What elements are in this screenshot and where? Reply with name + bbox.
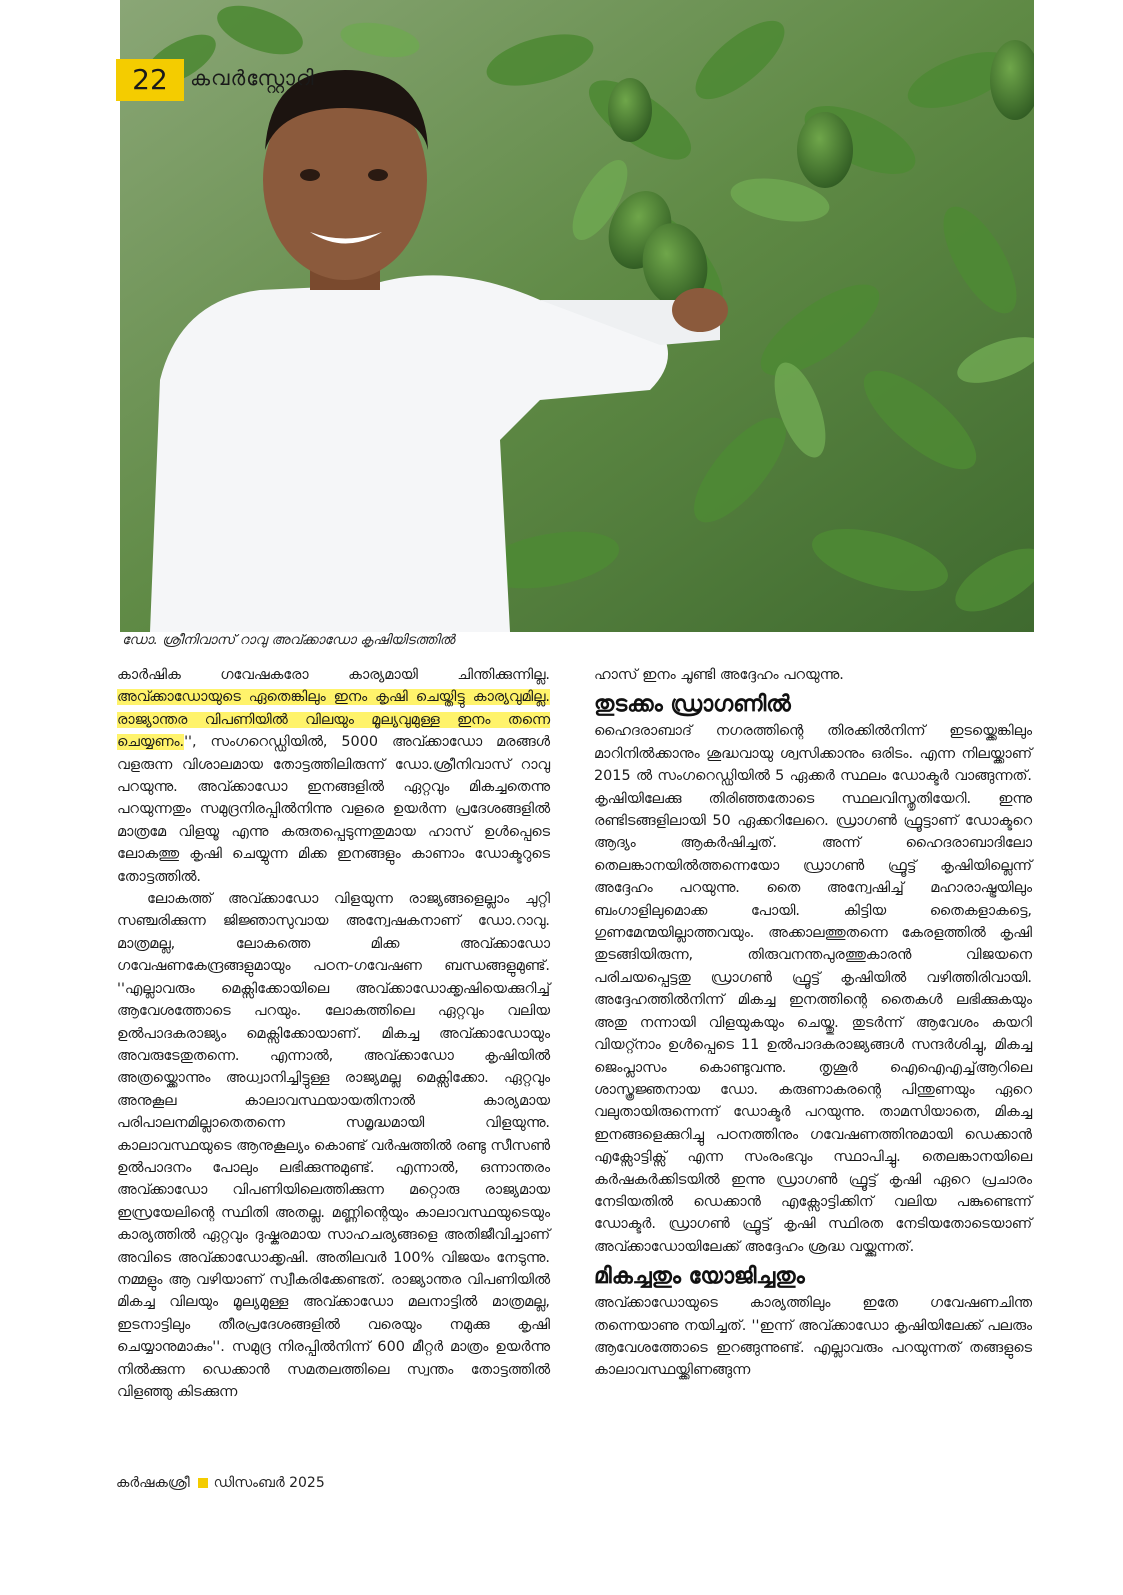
magazine-name: കർഷകശ്രീ [116, 1475, 190, 1491]
photo-caption: ഡോ. ശ്രീനിവാസ് റാവു അവ്ക്കാഡോ കൃഷിയിടത്തിൽ [122, 632, 455, 648]
text-run: കാർഷിക ഗവേഷകരോ കാര്യമായി ചിന്തിക്കുന്നില്ല. [117, 667, 550, 683]
highlighted-quote: അവ്ക്കാഡോയുടെ ഏതെങ്കിലും ഇനം കൃഷി ചെയ്തിട്ടു കാര്യവുമില്ല. രാജ്യാന്തര വിപണിയിൽ വിലയും മൂല്യവുമുള്ള ഇനം തന്നെ ചെയ്യണം. [117, 689, 550, 751]
paragraph [117, 664, 550, 888]
cover-photo [120, 0, 1034, 632]
subheading: മികച്ചതും യോജിച്ചതും [594, 1264, 805, 1290]
text-run: '', സംഗറെഡ്ഡിയിൽ, 5000 അവ്ക്കാഡോ മരങ്ങൾ വളരുന്ന വിശാലമായ തോട്ടത്തിലിരുന്ന് ഡോ.ശ്രീനിവാസ് റാവു പറയുന്നു. അവ്ക്കാഡോ ഇനങ്ങളിൽ ഏറ്റവും മികച്ചതെന്നു പറയുന്നതും സമുദ്രനിരപ്പിൽനിന്നു വളരെ ഉയർന്ന പ്രദേശങ്ങളിൽ മാത്രമേ വിളയൂ എന്നു കരുതപ്പെടുന്നതുമായ ഹാസ് ഉൾപ്പെടെ ലോകത്തു കൃഷി ചെയ്യുന്ന മിക്ക ഇനങ്ങളും കാണാം ഡോക്ടറുടെ തോട്ടത്തിൽ. [117, 734, 550, 885]
left-column [117, 664, 550, 1403]
issue-date: ഡിസംബർ 2025 [213, 1475, 325, 1491]
paragraph: ഹൈദരാബാദ് നഗരത്തിന്റെ തിരക്കിൽനിന്ന് ഇടയ്ക്കെങ്കിലും മാറിനിൽക്കാനും ശുദ്ധവായു ശ്വസിക്കാനും ഒരിടം. എന്ന നിലയ്ക്കാണ് 2015 ൽ സംഗറെഡ്ഡിയിൽ 5 ഏക്കർ സ്ഥലം ഡോക്ടർ വാങ്ങുന്നത്. കൃഷിയിലേക്കു തിരിഞ്ഞതോടെ സ്ഥലവിസ്തൃതിയേറി. ഇന്നു രണ്ടിടങ്ങളിലായി 50 ഏക്കറിലേറെ. ഡ്രാഗൺ ഫ്രൂട്ടാണ് ഡോക്ടറെ ആദ്യം ആകർഷിച്ചത്. അന്ന് ഹൈദരാബാദിലോ തെലങ്കാനയിൽത്തന്നെയോ ഡ്രാഗൺ ഫ്രൂട്ട് കൃഷിയില്ലെന്ന് അദ്ദേഹം പറയുന്നു. തൈ അന്വേഷിച്ച് മഹാരാഷ്ട്രയിലും ബംഗാളിലുമൊക്ക പോയി. കിട്ടിയ തൈകളാകട്ടെ, ഗുണമേന്മയില്ലാത്തവയും. അക്കാലത്തുതന്നെ കേരളത്തിൽ കൃഷി തുടങ്ങിയിരുന്ന, തിരുവനന്തപുരത്തുകാരൻ വിജയനെ പരിചയപ്പെട്ടതു ഡ്രാഗൺ ഫ്രൂട്ട് കൃഷിയിൽ വഴിത്തിരിവായി. അദ്ദേഹത്തിൽനിന്ന് മികച്ച ഇനത്തിന്റെ തൈകൾ ലഭിക്കുകയും അതു നന്നായി വിളയുകയും ചെയ്തു. തുടർന്ന് ആവേശം കയറി വിയറ്റ്നാം ഉൾപ്പെടെ 11 ഉൽപാദകരാജ്യങ്ങൾ സന്ദർശിച്ചു, മികച്ച ജെംപ്ലാസം കൊണ്ടുവന്നു. തൃശൂർ ഐഐഎച്ച്ആറിലെ ശാസ്ത്രജ്ഞനായ ഡോ. കരുണാകരന്റെ പിന്തുണയും ഏറെ വലുതായിരുന്നെന്ന് ഡോക്ടർ പറയുന്നു. താമസിയാതെ, മികച്ച ഇനങ്ങളെക്കുറിച്ചു പഠനത്തിനും ഗവേഷണത്തിനുമായി ഡെക്കാൻ എക്സോട്ടിക്സ് എന്ന സംരംഭവും സ്ഥാപിച്ചു. തെലങ്കാനയിലെ കർഷകർക്കിടയിൽ ഇന്നു ഡ്രാഗൺ ഫ്രൂട്ട് കൃഷി ഏറെ പ്രചാരം നേടിയതിൽ ഡെക്കാൻ എക്സോട്ടിക്കിന് വലിയ പങ്കുണ്ടെന്ന് ഡോക്ടർ. ഡ്രാഗൺ ഫ്രൂട്ട് കൃഷി സ്ഥിരത നേടിയതോടെയാണ് അവ്ക്കാഡോയിലേക്ക് അദ്ദേഹം ശ്രദ്ധ വയ്ക്കുന്നത്. [594, 723, 1032, 1255]
page-number: 22 [116, 59, 184, 101]
right-column [594, 664, 1032, 1382]
square-icon [198, 1478, 208, 1488]
section-label: കവർസ്റ്റോറി [190, 66, 315, 90]
footer [116, 1475, 325, 1491]
paragraph: അവ്ക്കാഡോയുടെ കാര്യത്തിലും ഇതേ ഗവേഷണചിന്ത തന്നെയാണു നയിച്ചത്. ''ഇന്ന് അവ്ക്കാഡോ കൃഷിയിലേക്ക് പലരും ആവേശത്തോടെ ഇറങ്ങുന്നുണ്ട്. എല്ലാവരും പറയുന്നത് തങ്ങളുടെ കാലാവസ്ഥയ്ക്കിണങ്ങുന്ന [594, 1295, 1032, 1379]
paragraph: ഹാസ് ഇനം ചൂണ്ടി അദ്ദേഹം പറയുന്നു. [594, 667, 844, 683]
paragraph: ലോകത്ത് അവ്ക്കാഡോ വിളയുന്ന രാജ്യങ്ങളെല്ലാം ചുറ്റി സഞ്ചരിക്കുന്ന ജിജ്ഞാസുവായ അന്വേഷകനാണ് ഡോ.റാവു. മാത്രമല്ല, ലോകത്തെ മിക്ക അവ്ക്കാഡോ ഗവേഷണകേന്ദ്രങ്ങളുമായും പഠന-ഗവേഷണ ബന്ധങ്ങളുമുണ്ട്. ''എല്ലാവരും മെക്സിക്കോയിലെ അവ്ക്കാഡോക്കൃഷിയെക്കുറിച്ച് ആവേശത്തോടെ പറയും. ലോകത്തിലെ ഏറ്റവും വലിയ ഉൽപാദകരാജ്യം മെക്സിക്കോയാണ്. മികച്ച അവ്ക്കാഡോയും അവരുടേതുതന്നെ. എന്നാൽ, അവ്ക്കാഡോ കൃഷിയിൽ അത്രയ്ക്കൊന്നും അധ്വാനിച്ചിട്ടുള്ള രാജ്യമല്ല മെക്സിക്കോ. ഏറ്റവും അനുകൂല കാലാവസ്ഥയായതിനാൽ കാര്യമായ പരിപാലനമില്ലാതെതന്നെ സമൃദ്ധമായി വിളയുന്നു. കാലാവസ്ഥയുടെ ആനുകൂല്യം കൊണ്ട് വർഷത്തിൽ രണ്ടു സീസൺ ഉൽപാദനം പോലും ലഭിക്കുന്നുമുണ്ട്. എന്നാൽ, ഒന്നാന്തരം അവ്ക്കാഡോ വിപണിയിലെത്തിക്കുന്ന മറ്റൊരു രാജ്യമായ ഇസ്രയേലിന്റെ സ്ഥിതി അതല്ല. മണ്ണിന്റെയും കാലാവസ്ഥയുടെയും കാര്യത്തിൽ ഏറ്റവും ദുഷ്കരമായ സാഹചര്യങ്ങളെ അതിജീവിച്ചാണ് അവിടെ അവ്ക്കാഡോക്കൃഷി. അതിലവർ 100% വിജയം നേടുന്നു. നമ്മളും ആ വഴിയാണ് സ്വീകരിക്കേണ്ടത്. രാജ്യാന്തര വിപണിയിൽ മികച്ച വിലയും മൂല്യമുള്ള അവ്ക്കാഡോ മലനാട്ടിൽ മാത്രമല്ല, ഇടനാട്ടിലും തീരപ്രദേശങ്ങളിൽ വരെയും നമുക്കു കൃഷി ചെയ്യാനുമാകും''. സമുദ്ര നിരപ്പിൽനിന്ന് 600 മീറ്റർ മാത്രം ഉയർന്നു നിൽക്കുന്ന ഡെക്കാൻ സമതലത്തിലെ സ്വന്തം തോട്ടത്തിൽ വിളഞ്ഞു കിടക്കുന്ന [117, 891, 550, 1400]
subheading: തുടക്കം ഡ്രാഗണിൽ [594, 692, 791, 718]
